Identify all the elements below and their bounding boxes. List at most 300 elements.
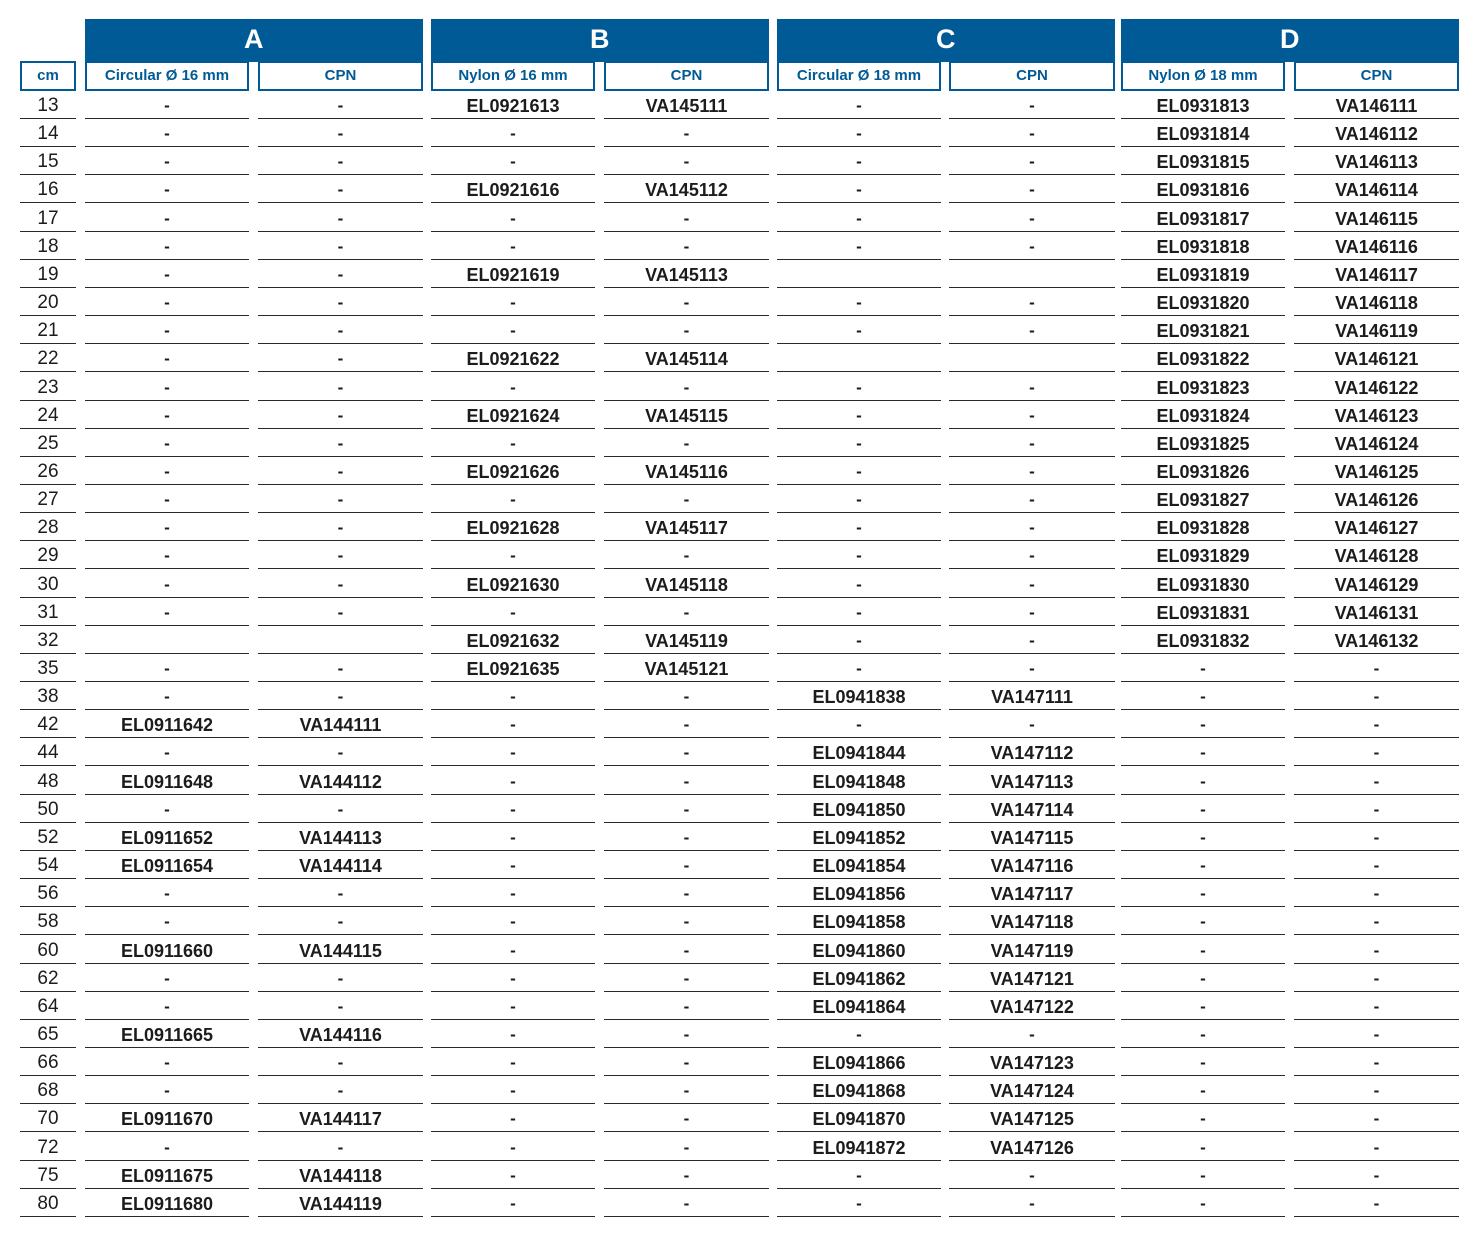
cell-d-cpn: VA146128	[1294, 541, 1459, 569]
cell-a-cpn: -	[258, 288, 423, 316]
cell-b-product: -	[431, 1020, 595, 1048]
cell-d-product: -	[1121, 682, 1285, 710]
cell-b-cpn: VA145118	[604, 570, 769, 598]
column-header-b-cpn: CPN	[604, 61, 769, 91]
cell-c-product: -	[777, 513, 941, 541]
cell-d-product: EL0931829	[1121, 541, 1285, 569]
cell-c-product: EL0941838	[777, 682, 941, 710]
cell-b-product: -	[431, 232, 595, 260]
cell-d-product: EL0931814	[1121, 119, 1285, 147]
cell-b-product: EL0921628	[431, 513, 595, 541]
cell-d-cpn: VA146117	[1294, 260, 1459, 288]
cell-d-product: EL0931817	[1121, 204, 1285, 232]
column-header-c-product: Circular Ø 18 mm	[777, 61, 941, 91]
cm-cell: 68	[20, 1076, 76, 1104]
cell-c-cpn: VA147111	[949, 682, 1115, 710]
cell-b-product: EL0921619	[431, 260, 595, 288]
cell-c-product: -	[777, 373, 941, 401]
cell-c-product: -	[777, 91, 941, 119]
cell-a-product: -	[85, 401, 249, 429]
cell-b-product: -	[431, 879, 595, 907]
cell-b-product: -	[431, 710, 595, 738]
cell-c-cpn: -	[949, 401, 1115, 429]
cell-c-cpn: VA147123	[949, 1048, 1115, 1076]
cell-d-product: EL0931815	[1121, 147, 1285, 175]
cell-a-product: EL0911654	[85, 851, 249, 879]
cell-d-cpn: -	[1294, 936, 1459, 964]
cm-cell: 42	[20, 710, 76, 738]
cell-d-cpn: -	[1294, 710, 1459, 738]
cell-c-cpn: -	[949, 204, 1115, 232]
cell-c-product	[777, 344, 941, 372]
cell-c-product: EL0941872	[777, 1133, 941, 1161]
cell-a-product: -	[85, 204, 249, 232]
cm-cell: 44	[20, 738, 76, 766]
cm-column-header: cm	[20, 61, 76, 91]
cell-d-product: -	[1121, 823, 1285, 851]
cell-c-cpn: -	[949, 91, 1115, 119]
cell-c-product: EL0941868	[777, 1076, 941, 1104]
cell-a-product: -	[85, 147, 249, 175]
cell-a-cpn: VA144114	[258, 851, 423, 879]
cell-c-product: -	[777, 316, 941, 344]
cell-c-product: EL0941852	[777, 823, 941, 851]
cell-c-cpn: VA147113	[949, 767, 1115, 795]
cell-d-product: -	[1121, 1076, 1285, 1104]
cell-d-product: EL0931831	[1121, 598, 1285, 626]
cell-d-product: -	[1121, 767, 1285, 795]
cell-b-cpn: -	[604, 1133, 769, 1161]
cell-b-cpn: VA145111	[604, 91, 769, 119]
cell-a-product: -	[85, 654, 249, 682]
cell-c-product: -	[777, 457, 941, 485]
cell-c-cpn: -	[949, 175, 1115, 203]
cell-b-product: -	[431, 936, 595, 964]
cell-a-cpn: -	[258, 232, 423, 260]
column-header-c-cpn: CPN	[949, 61, 1115, 91]
cell-c-cpn: VA147117	[949, 879, 1115, 907]
cell-c-product: -	[777, 147, 941, 175]
cell-b-cpn: -	[604, 738, 769, 766]
cell-a-product: -	[85, 288, 249, 316]
cell-d-cpn: VA146127	[1294, 513, 1459, 541]
cell-b-cpn: -	[604, 992, 769, 1020]
cell-b-product: -	[431, 795, 595, 823]
cell-d-cpn: VA146126	[1294, 485, 1459, 513]
cell-b-cpn: VA145114	[604, 344, 769, 372]
cell-a-product: -	[85, 513, 249, 541]
cell-d-product: -	[1121, 992, 1285, 1020]
cm-cell: 50	[20, 795, 76, 823]
cell-b-cpn: -	[604, 373, 769, 401]
cell-c-product: -	[777, 1020, 941, 1048]
cell-b-cpn: VA145121	[604, 654, 769, 682]
cell-d-cpn: -	[1294, 907, 1459, 935]
cell-c-product: EL0941844	[777, 738, 941, 766]
cell-a-product: -	[85, 1076, 249, 1104]
cell-d-product: -	[1121, 795, 1285, 823]
cell-a-cpn: -	[258, 570, 423, 598]
cell-c-product: EL0941850	[777, 795, 941, 823]
cell-b-product: EL0921616	[431, 175, 595, 203]
cm-cell: 16	[20, 175, 76, 203]
cell-a-product: -	[85, 373, 249, 401]
cell-d-cpn: VA146121	[1294, 344, 1459, 372]
cell-a-cpn: -	[258, 457, 423, 485]
cell-b-product: -	[431, 1048, 595, 1076]
cell-b-product: -	[431, 373, 595, 401]
cell-c-cpn: VA147122	[949, 992, 1115, 1020]
cell-d-cpn: -	[1294, 823, 1459, 851]
cell-d-product: -	[1121, 1189, 1285, 1217]
cell-a-product: -	[85, 964, 249, 992]
group-header-a: A	[85, 19, 423, 62]
cm-cell: 66	[20, 1048, 76, 1076]
cm-cell: 35	[20, 654, 76, 682]
cm-cell: 20	[20, 288, 76, 316]
cell-b-product: -	[431, 485, 595, 513]
cell-c-product: -	[777, 710, 941, 738]
cell-a-cpn: -	[258, 119, 423, 147]
cell-a-cpn: -	[258, 260, 423, 288]
cell-c-cpn: -	[949, 1020, 1115, 1048]
cell-c-cpn	[949, 260, 1115, 288]
cell-d-cpn: VA146115	[1294, 204, 1459, 232]
cell-a-cpn: VA144113	[258, 823, 423, 851]
cell-a-product: -	[85, 457, 249, 485]
cell-d-cpn: -	[1294, 1104, 1459, 1132]
cell-c-cpn: -	[949, 119, 1115, 147]
cell-a-cpn: -	[258, 1076, 423, 1104]
cell-b-product: EL0921613	[431, 91, 595, 119]
cm-cell: 24	[20, 401, 76, 429]
cell-d-product: EL0931818	[1121, 232, 1285, 260]
cell-b-cpn: -	[604, 1076, 769, 1104]
cell-c-cpn: -	[949, 654, 1115, 682]
column-header-b-product: Nylon Ø 16 mm	[431, 61, 595, 91]
cell-a-cpn: -	[258, 316, 423, 344]
cell-d-product: EL0931822	[1121, 344, 1285, 372]
cell-a-product: -	[85, 907, 249, 935]
cell-d-product: -	[1121, 738, 1285, 766]
cm-cell: 21	[20, 316, 76, 344]
cell-c-product: -	[777, 570, 941, 598]
cell-a-product: -	[85, 91, 249, 119]
cell-b-product: -	[431, 767, 595, 795]
cell-b-cpn: VA145119	[604, 626, 769, 654]
cm-cell: 72	[20, 1133, 76, 1161]
cell-d-cpn: VA146119	[1294, 316, 1459, 344]
cell-b-product: -	[431, 204, 595, 232]
cell-b-cpn: -	[604, 316, 769, 344]
cm-cell: 27	[20, 485, 76, 513]
cell-b-product: EL0921622	[431, 344, 595, 372]
cell-a-cpn: -	[258, 598, 423, 626]
cm-cell: 38	[20, 682, 76, 710]
cell-c-product: -	[777, 485, 941, 513]
cell-b-product: -	[431, 907, 595, 935]
cell-c-cpn: VA147124	[949, 1076, 1115, 1104]
cell-b-product: -	[431, 429, 595, 457]
cell-d-cpn: -	[1294, 992, 1459, 1020]
cell-d-product: EL0931819	[1121, 260, 1285, 288]
cm-cell: 48	[20, 767, 76, 795]
cell-b-cpn: -	[604, 823, 769, 851]
cell-b-product: -	[431, 1104, 595, 1132]
cell-c-cpn: VA147115	[949, 823, 1115, 851]
cm-cell: 75	[20, 1161, 76, 1189]
cell-a-cpn: -	[258, 147, 423, 175]
cm-cell: 30	[20, 570, 76, 598]
cell-b-cpn: -	[604, 936, 769, 964]
column-header-d-product: Nylon Ø 18 mm	[1121, 61, 1285, 91]
cell-b-product: -	[431, 288, 595, 316]
cell-a-product: -	[85, 316, 249, 344]
group-header-d: D	[1121, 19, 1459, 62]
cell-c-product: -	[777, 598, 941, 626]
cm-cell: 13	[20, 91, 76, 119]
cell-d-product: EL0931824	[1121, 401, 1285, 429]
cell-d-cpn: -	[1294, 851, 1459, 879]
cell-d-cpn: VA146122	[1294, 373, 1459, 401]
cell-c-cpn: -	[949, 373, 1115, 401]
cell-b-cpn: -	[604, 232, 769, 260]
cell-a-cpn: VA144115	[258, 936, 423, 964]
cell-a-cpn: VA144117	[258, 1104, 423, 1132]
cell-a-cpn: -	[258, 907, 423, 935]
cell-d-product: EL0931826	[1121, 457, 1285, 485]
cell-c-product: -	[777, 654, 941, 682]
cell-b-product: EL0921626	[431, 457, 595, 485]
cell-c-cpn: VA147114	[949, 795, 1115, 823]
cell-a-product: -	[85, 795, 249, 823]
cell-c-product: EL0941870	[777, 1104, 941, 1132]
cell-a-cpn	[258, 626, 423, 654]
cell-a-product: EL0911670	[85, 1104, 249, 1132]
cell-b-product: -	[431, 1133, 595, 1161]
cell-c-cpn: VA147125	[949, 1104, 1115, 1132]
cell-c-cpn: VA147112	[949, 738, 1115, 766]
cell-a-cpn: -	[258, 373, 423, 401]
cm-cell: 19	[20, 260, 76, 288]
cell-a-cpn: -	[258, 1133, 423, 1161]
group-header-b: B	[431, 19, 769, 62]
cell-d-cpn: -	[1294, 1133, 1459, 1161]
cm-cell: 32	[20, 626, 76, 654]
cell-a-cpn: -	[258, 175, 423, 203]
column-header-a-product: Circular Ø 16 mm	[85, 61, 249, 91]
cell-c-cpn: -	[949, 598, 1115, 626]
cell-a-product: -	[85, 175, 249, 203]
cell-b-cpn: -	[604, 1020, 769, 1048]
cm-cell: 15	[20, 147, 76, 175]
cell-c-cpn: VA147126	[949, 1133, 1115, 1161]
cell-b-product: -	[431, 823, 595, 851]
cell-a-product: EL0911680	[85, 1189, 249, 1217]
column-header-d-cpn: CPN	[1294, 61, 1459, 91]
cell-d-product: EL0931827	[1121, 485, 1285, 513]
cell-d-product: EL0931832	[1121, 626, 1285, 654]
cell-b-cpn: -	[604, 204, 769, 232]
cell-b-cpn: VA145116	[604, 457, 769, 485]
cell-d-product: -	[1121, 964, 1285, 992]
cell-b-product: -	[431, 1076, 595, 1104]
cell-b-cpn: -	[604, 964, 769, 992]
cell-b-cpn: -	[604, 851, 769, 879]
cell-c-product: -	[777, 232, 941, 260]
cell-b-cpn: -	[604, 1161, 769, 1189]
cell-a-cpn: VA144119	[258, 1189, 423, 1217]
column-header-a-cpn: CPN	[258, 61, 423, 91]
cm-cell: 54	[20, 851, 76, 879]
cell-d-product: -	[1121, 851, 1285, 879]
cm-cell: 56	[20, 879, 76, 907]
cell-a-product: -	[85, 119, 249, 147]
cell-a-product: -	[85, 598, 249, 626]
cell-b-product: -	[431, 147, 595, 175]
cell-b-cpn: VA145117	[604, 513, 769, 541]
cell-a-cpn: -	[258, 879, 423, 907]
cell-a-product: EL0911648	[85, 767, 249, 795]
cell-c-cpn: -	[949, 1189, 1115, 1217]
cell-c-product: -	[777, 626, 941, 654]
cm-cell: 64	[20, 992, 76, 1020]
cell-c-product: -	[777, 401, 941, 429]
cell-c-cpn: -	[949, 147, 1115, 175]
cell-a-product: -	[85, 1048, 249, 1076]
cell-b-cpn: -	[604, 485, 769, 513]
cell-d-cpn: VA146125	[1294, 457, 1459, 485]
cell-c-cpn: VA147119	[949, 936, 1115, 964]
cell-b-cpn: VA145112	[604, 175, 769, 203]
cell-c-product: -	[777, 541, 941, 569]
cell-b-product: -	[431, 738, 595, 766]
cell-b-product: EL0921635	[431, 654, 595, 682]
cell-d-cpn: -	[1294, 964, 1459, 992]
cm-cell: 25	[20, 429, 76, 457]
cell-a-cpn: -	[258, 344, 423, 372]
cm-cell: 14	[20, 119, 76, 147]
cell-c-cpn: -	[949, 1161, 1115, 1189]
cell-d-cpn: VA146113	[1294, 147, 1459, 175]
cell-a-cpn: VA144118	[258, 1161, 423, 1189]
cell-a-product: -	[85, 570, 249, 598]
cell-d-product: EL0931813	[1121, 91, 1285, 119]
cell-c-product: -	[777, 288, 941, 316]
cell-b-product: -	[431, 598, 595, 626]
cell-b-cpn: -	[604, 710, 769, 738]
cell-c-product: -	[777, 175, 941, 203]
cell-b-product: -	[431, 992, 595, 1020]
cell-b-product: -	[431, 1161, 595, 1189]
cell-a-cpn: -	[258, 204, 423, 232]
cell-c-cpn: -	[949, 513, 1115, 541]
cell-c-product: -	[777, 429, 941, 457]
cell-c-cpn: -	[949, 570, 1115, 598]
cell-c-product: EL0941866	[777, 1048, 941, 1076]
cell-d-product: -	[1121, 907, 1285, 935]
cell-b-cpn: VA145115	[604, 401, 769, 429]
cell-b-cpn: -	[604, 907, 769, 935]
cell-d-cpn: VA146112	[1294, 119, 1459, 147]
cm-cell: 22	[20, 344, 76, 372]
cell-a-product: -	[85, 992, 249, 1020]
cell-c-cpn: -	[949, 710, 1115, 738]
cell-d-product: -	[1121, 936, 1285, 964]
cell-a-cpn: -	[258, 91, 423, 119]
cell-c-cpn: VA147116	[949, 851, 1115, 879]
cell-a-cpn: -	[258, 513, 423, 541]
cell-a-product: -	[85, 485, 249, 513]
cm-cell: 26	[20, 457, 76, 485]
cell-a-cpn: -	[258, 541, 423, 569]
cell-d-product: EL0931816	[1121, 175, 1285, 203]
cell-d-product: EL0931823	[1121, 373, 1285, 401]
cell-d-product: EL0931825	[1121, 429, 1285, 457]
cell-a-cpn: VA144112	[258, 767, 423, 795]
cell-a-product: -	[85, 682, 249, 710]
cell-d-cpn: VA146114	[1294, 175, 1459, 203]
cell-b-cpn: -	[604, 1189, 769, 1217]
cm-cell: 58	[20, 907, 76, 935]
cell-b-product: -	[431, 316, 595, 344]
cell-a-product: -	[85, 879, 249, 907]
cell-d-cpn: VA146111	[1294, 91, 1459, 119]
cell-c-product: EL0941862	[777, 964, 941, 992]
cell-d-cpn: -	[1294, 1020, 1459, 1048]
cell-b-product: -	[431, 851, 595, 879]
cell-d-cpn: -	[1294, 1076, 1459, 1104]
cell-b-cpn: -	[604, 541, 769, 569]
cell-d-cpn: -	[1294, 1048, 1459, 1076]
cell-d-product: -	[1121, 1104, 1285, 1132]
cell-d-product: EL0931821	[1121, 316, 1285, 344]
cell-c-product: -	[777, 1161, 941, 1189]
cm-cell: 52	[20, 823, 76, 851]
cell-b-cpn: -	[604, 147, 769, 175]
cell-c-cpn: -	[949, 541, 1115, 569]
group-header-c: C	[777, 19, 1115, 62]
cell-d-cpn: -	[1294, 795, 1459, 823]
cell-b-product: -	[431, 1189, 595, 1217]
cell-a-product: -	[85, 344, 249, 372]
cell-b-cpn: -	[604, 288, 769, 316]
cell-b-cpn: VA145113	[604, 260, 769, 288]
cell-a-cpn: -	[258, 654, 423, 682]
cell-a-product: EL0911660	[85, 936, 249, 964]
cell-a-cpn: -	[258, 795, 423, 823]
cell-d-cpn: VA146124	[1294, 429, 1459, 457]
cell-c-product: EL0941854	[777, 851, 941, 879]
cell-c-product: EL0941856	[777, 879, 941, 907]
cell-c-cpn: -	[949, 316, 1115, 344]
cm-cell: 62	[20, 964, 76, 992]
cell-c-product	[777, 260, 941, 288]
cell-a-cpn: VA144111	[258, 710, 423, 738]
cell-c-cpn: VA147121	[949, 964, 1115, 992]
cm-cell: 29	[20, 541, 76, 569]
cell-c-cpn: -	[949, 457, 1115, 485]
cell-b-product: EL0921624	[431, 401, 595, 429]
cell-d-cpn: -	[1294, 879, 1459, 907]
cm-cell: 70	[20, 1104, 76, 1132]
cell-d-product: -	[1121, 1161, 1285, 1189]
cell-d-cpn: VA146132	[1294, 626, 1459, 654]
cm-cell: 65	[20, 1020, 76, 1048]
cell-d-product: -	[1121, 1020, 1285, 1048]
cell-d-cpn: -	[1294, 654, 1459, 682]
cell-a-product: -	[85, 232, 249, 260]
